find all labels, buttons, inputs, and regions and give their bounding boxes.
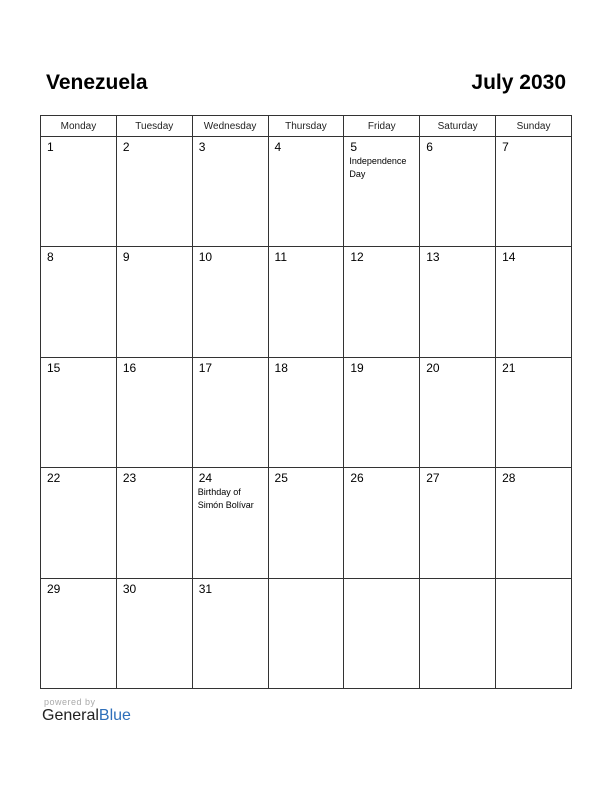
calendar-day-cell — [420, 247, 496, 357]
weekday-header: Monday — [41, 116, 117, 137]
calendar-day-cell — [344, 247, 420, 357]
weekday-header: Thursday — [268, 116, 344, 137]
calendar-week-row — [41, 468, 572, 578]
day-number: 23 — [122, 471, 137, 486]
calendar-day-cell — [344, 468, 420, 578]
day-number: 12 — [350, 250, 364, 265]
day-number: 1 — [47, 140, 54, 154]
weekday-header-row — [41, 116, 572, 137]
calendar-day-cell — [496, 578, 572, 688]
calendar-day-cell — [41, 578, 117, 688]
day-number: 30 — [122, 581, 137, 596]
holiday-label: Birthday of Simón Bolívar — [197, 487, 254, 511]
calendar-day-cell — [496, 247, 572, 357]
calendar-day-cell — [496, 468, 572, 578]
brand-footer — [42, 697, 131, 725]
day-number — [269, 579, 344, 582]
calendar-day-cell — [116, 137, 192, 247]
day-number: 4 — [274, 140, 282, 154]
country-title: Venezuela — [46, 71, 148, 94]
day-number: 18 — [274, 360, 288, 375]
calendar-day-cell — [41, 137, 117, 247]
day-number: 3 — [198, 140, 206, 154]
calendar-day-cell — [496, 357, 572, 467]
day-number: 27 — [426, 471, 440, 486]
day-number: 8 — [47, 250, 54, 265]
day-number: 17 — [198, 360, 213, 375]
calendar-day-cell — [268, 357, 344, 467]
calendar-week-row — [41, 357, 572, 467]
weekday-header: Sunday — [496, 116, 572, 137]
calendar-week-row — [41, 137, 572, 247]
calendar-day-cell — [420, 468, 496, 578]
weekday-header: Wednesday — [192, 116, 268, 137]
generalblue-logo — [42, 707, 131, 725]
calendar-day-cell — [420, 137, 496, 247]
calendar-day-cell — [268, 468, 344, 578]
day-number: 16 — [122, 360, 137, 375]
calendar-day-cell — [192, 247, 268, 357]
day-number — [344, 579, 419, 582]
day-number: 20 — [426, 360, 440, 375]
calendar-day-cell — [420, 578, 496, 688]
day-number: 26 — [350, 471, 364, 486]
calendar-day-cell — [420, 357, 496, 467]
holiday-label: Independence Day — [349, 156, 407, 179]
day-number: 11 — [274, 250, 287, 265]
calendar-day-cell — [192, 357, 268, 467]
calendar-grid — [40, 115, 572, 689]
day-number: 31 — [198, 581, 213, 596]
calendar-day-cell — [116, 578, 192, 688]
calendar-week-row — [41, 578, 572, 688]
day-number: 7 — [502, 140, 509, 154]
day-number: 29 — [47, 581, 61, 596]
calendar-week-row — [41, 247, 572, 357]
day-number: 21 — [502, 360, 516, 375]
calendar-day-cell — [344, 578, 420, 688]
day-number: 2 — [122, 140, 130, 154]
brand-blue-text: Blue — [98, 707, 131, 724]
calendar-day-cell — [496, 137, 572, 247]
calendar-day-cell — [344, 137, 420, 247]
day-number: 22 — [47, 471, 61, 486]
calendar-day-cell — [268, 137, 344, 247]
calendar-day-cell — [344, 357, 420, 467]
powered-by-text: powered by — [44, 697, 96, 707]
calendar-day-cell — [268, 247, 344, 357]
calendar-day-cell — [116, 468, 192, 578]
calendar-day-cell — [268, 578, 344, 688]
brand-general-text: General — [42, 707, 99, 724]
calendar-day-cell — [41, 468, 117, 578]
day-number — [496, 579, 571, 582]
day-number: 5 — [350, 140, 358, 154]
day-number: 10 — [198, 250, 213, 265]
calendar-day-cell — [41, 247, 117, 357]
weekday-header: Saturday — [420, 116, 496, 137]
month-year-title: July 2030 — [471, 71, 566, 94]
calendar-day-cell — [192, 578, 268, 688]
day-number: 15 — [47, 360, 61, 375]
weekday-header: Friday — [344, 116, 420, 137]
day-number: 19 — [350, 360, 364, 375]
calendar-body — [41, 137, 572, 689]
day-number: 9 — [122, 250, 130, 265]
day-number: 28 — [502, 471, 516, 486]
day-number: 14 — [502, 250, 516, 265]
weekday-header: Tuesday — [116, 116, 192, 137]
calendar-day-cell — [192, 137, 268, 247]
day-number: 6 — [426, 140, 433, 154]
day-number: 24 — [198, 471, 213, 486]
day-number: 13 — [426, 250, 440, 265]
day-number: 25 — [274, 471, 288, 486]
calendar-day-cell — [116, 247, 192, 357]
day-number — [420, 579, 495, 582]
calendar-day-cell — [41, 357, 117, 467]
calendar-day-cell — [192, 468, 268, 578]
calendar-day-cell — [116, 357, 192, 467]
